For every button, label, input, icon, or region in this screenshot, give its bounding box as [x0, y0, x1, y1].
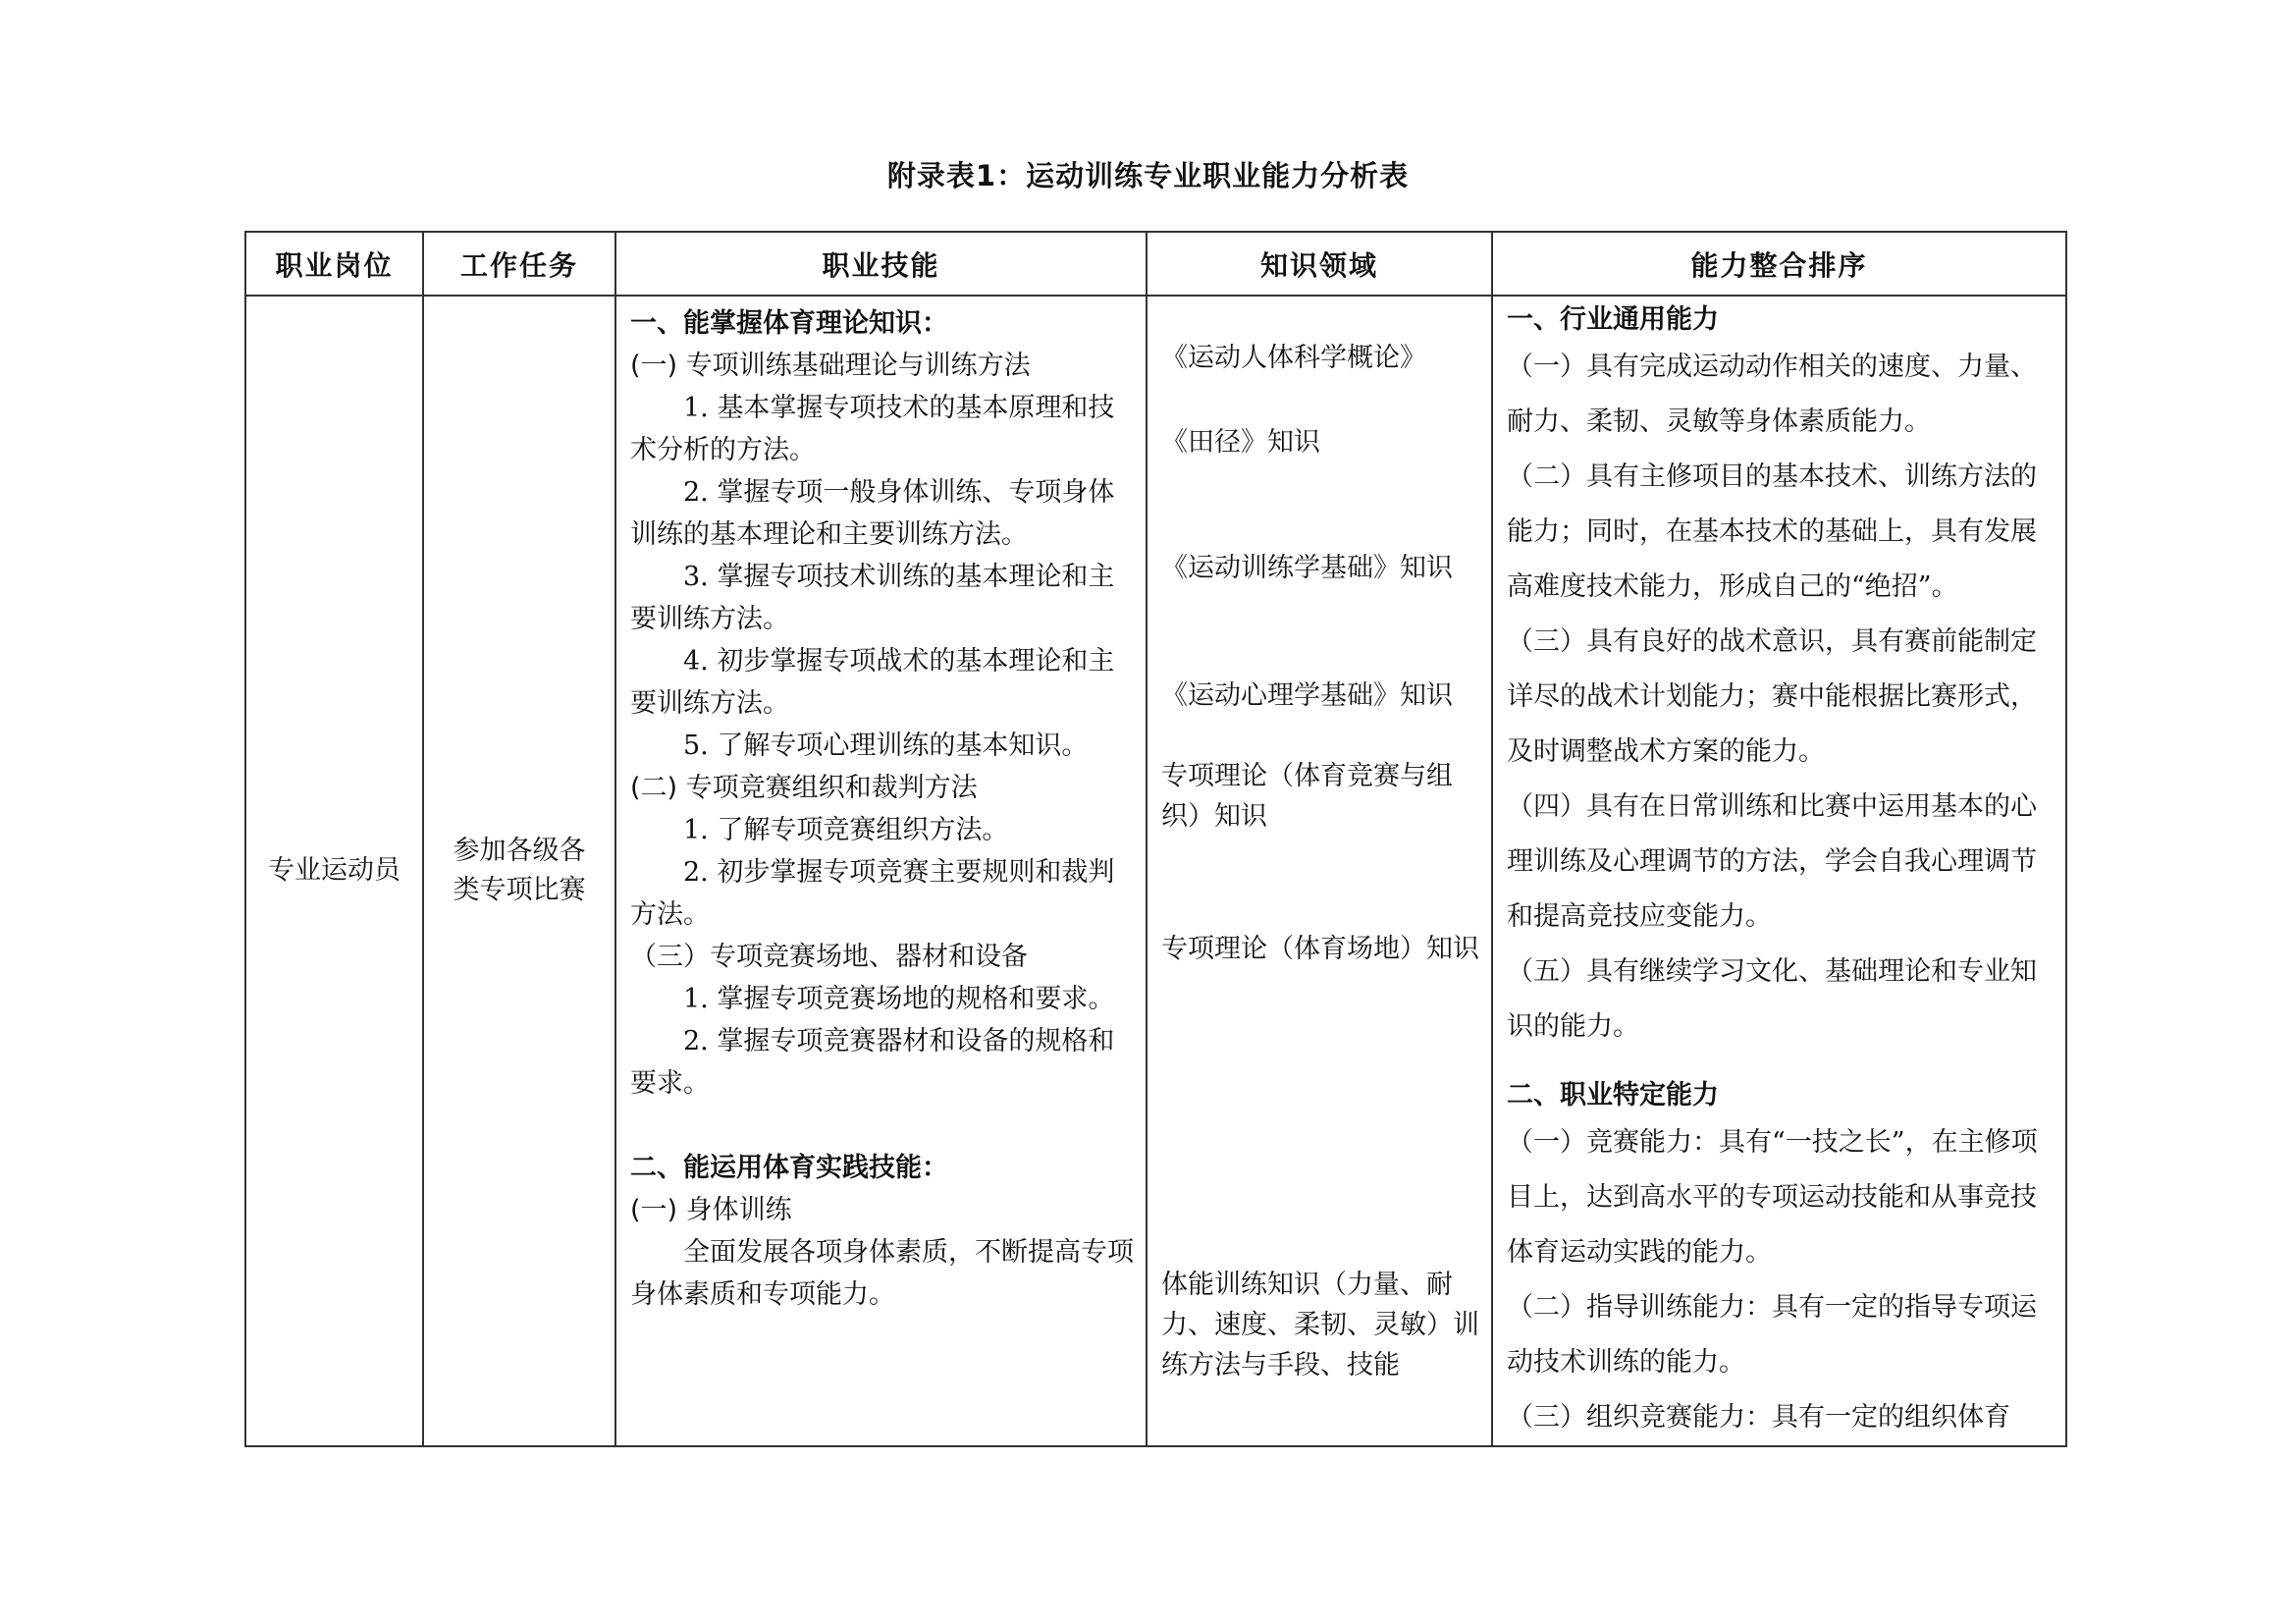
skill-line: 1. 基本掌握专项技术的基本原理和技术分析的方法。	[630, 393, 1115, 465]
knowledge-item: 《田径》知识	[1161, 427, 1320, 458]
ability-item: （三）具有良好的战术意识，具有赛前能制定详尽的战术计划能力；赛中能根据比赛形式，及时调整战术方案的能力。	[1507, 626, 2037, 767]
spacer	[1507, 1055, 2054, 1076]
header-task: 工作任务	[423, 232, 615, 296]
knowledge-cell	[1147, 296, 1492, 1446]
ability-item: （一）竞赛能力：具有“一技之长”，在主修项目上，达到高水平的专项运动技能和从事竞技体育运动实践的能力。	[1507, 1127, 2038, 1268]
skill-line: 1. 了解专项竞赛组织方法。	[683, 815, 1009, 845]
page-title: 附录表1：运动训练专业职业能力分析表	[886, 159, 1410, 192]
skill-line: (一) 身体训练	[630, 1195, 792, 1225]
ability-item: （二）具有主修项目的基本技术、训练方法的能力；同时，在基本技术的基础上，具有发展高难度技术能力，形成自己的“绝招”。	[1507, 461, 2037, 602]
ability-item: （五）具有继续学习文化、基础理论和专业知识的能力。	[1507, 956, 2037, 1042]
knowledge-item: 《运动训练学基础》知识	[1161, 553, 1453, 583]
skills-list	[616, 297, 1146, 1316]
skill-line: （三）专项竞赛场地、器材和设备	[630, 942, 1028, 972]
position-cell	[245, 296, 423, 1446]
analysis-table	[244, 231, 2067, 1447]
skill-line: 全面发展各项身体素质，不断提高专项身体素质和专项能力。	[630, 1237, 1134, 1310]
skill-line: (二) 专项竞赛组织和裁判方法	[630, 773, 978, 803]
header-position: 职业岗位	[245, 232, 423, 296]
skill-line: 1. 掌握专项竞赛场地的规格和要求。	[683, 984, 1115, 1014]
header-skills: 职业技能	[615, 232, 1147, 296]
skills-cell	[615, 296, 1147, 1446]
skill-line: 2. 初步掌握专项竞赛主要规则和裁判方法。	[630, 857, 1115, 930]
knowledge-item: 体能训练知识（力量、耐力、速度、柔韧、灵敏）训练方法与手段、技能	[1161, 1270, 1479, 1380]
ability-item: （四）具有在日常训练和比赛中运用基本的心理训练及心理调节的方法，学会自我心理调节和提高竞技应变能力。	[1507, 791, 2037, 932]
table-row	[245, 296, 2066, 1446]
header-row	[245, 232, 2066, 296]
position-text: 专业运动员	[268, 855, 400, 886]
knowledge-item: 《运动心理学基础》知识	[1161, 680, 1453, 711]
abilities-cell	[1492, 296, 2066, 1446]
knowledge-item: 专项理论（体育竞赛与组织）知识	[1161, 761, 1453, 832]
ability-item: （三）组织竞赛能力：具有一定的组织体育	[1507, 1402, 2010, 1433]
skill-line: 2. 掌握专项一般身体训练、专项身体训练的基本理论和主要训练方法。	[630, 477, 1115, 550]
abilities-list	[1493, 297, 2065, 1445]
skill-line: 5. 了解专项心理训练的基本知识。	[683, 731, 1089, 761]
knowledge-item: 专项理论（体育场地）知识	[1161, 934, 1479, 964]
task-cell	[423, 296, 615, 1446]
skill-line: 4. 初步掌握专项战术的基本理论和主要训练方法。	[630, 646, 1115, 719]
skill-line: (一) 专项训练基础理论与训练方法	[630, 351, 1031, 381]
task-text: 参加各级各类专项比赛	[453, 836, 586, 905]
skill-line: 2. 掌握专项竞赛器材和设备的规格和要求。	[630, 1026, 1115, 1099]
ability-heading: 一、行业通用能力	[1507, 304, 1719, 335]
ability-item: （二）指导训练能力：具有一定的指导专项运动技术训练的能力。	[1507, 1292, 2037, 1378]
knowledge-item: 《运动人体科学概论》	[1161, 343, 1426, 373]
skill-line: 二、能运用体育实践技能：	[630, 1153, 948, 1183]
skill-line: 3. 掌握专项技术训练的基本理论和主要训练方法。	[630, 562, 1115, 634]
skill-line: 一、能掌握体育理论知识：	[630, 308, 948, 339]
ability-heading: 二、职业特定能力	[1507, 1080, 1719, 1110]
header-abilities: 能力整合排序	[1492, 232, 2066, 296]
spacer	[630, 1105, 1136, 1147]
header-knowledge: 知识领域	[1147, 232, 1492, 296]
ability-item: （一）具有完成运动动作相关的速度、力量、耐力、柔韧、灵敏等身体素质能力。	[1507, 352, 2037, 437]
